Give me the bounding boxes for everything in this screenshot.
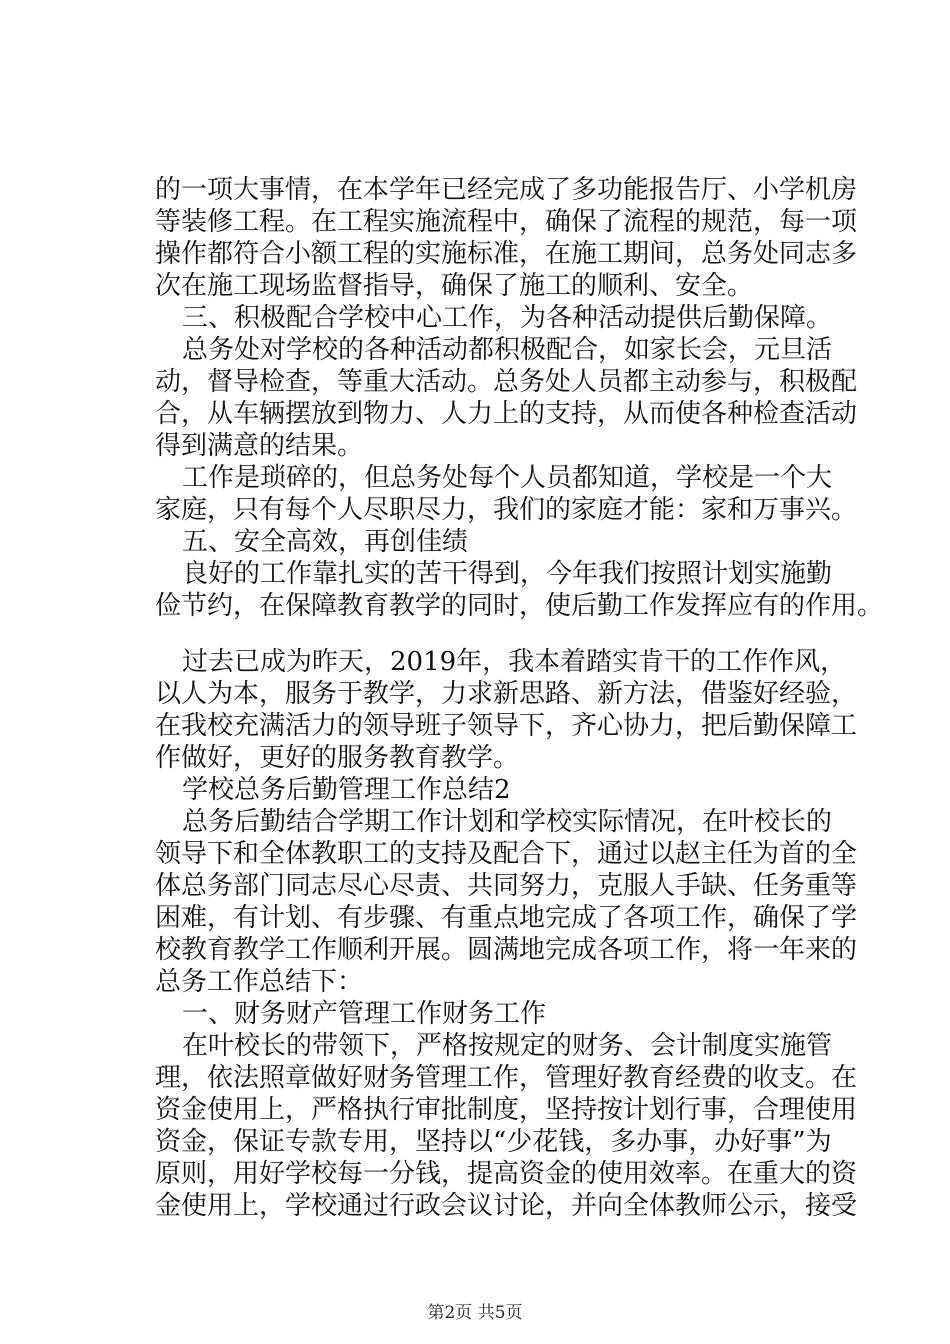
text-line: 次在施工现场监督指导，确保了施工的顺利、安全。: [155, 271, 754, 301]
text-line: 在我校充满活力的领导班子领导下，齐心协力，把后勤保障工: [155, 711, 858, 741]
section-heading: 一、财务财产管理工作财务工作: [182, 999, 547, 1029]
text-line: 工作是琐碎的，但总务处每个人员都知道，学校是一个大: [182, 463, 833, 493]
text-line: 资金使用上，严格执行审批制度，坚持按计划行事，合理使用: [155, 1095, 858, 1125]
text-line: 等装修工程。在工程实施流程中，确保了流程的规范，每一项: [155, 207, 858, 237]
text-line: 的一项大事情，在本学年已经完成了多功能报告厅、小学机房: [155, 175, 858, 205]
text-line: 得到满意的结果。: [155, 431, 364, 461]
text-line: 原则，用好学校每一分钱，提高资金的使用效率。在重大的资: [155, 1159, 858, 1189]
text-line: 良好的工作靠扎实的苦干得到，今年我们按照计划实施勤: [182, 559, 833, 589]
text-line: 金使用上，学校通过行政会议讨论，并向全体教师公示，接受: [155, 1191, 858, 1221]
text-line: 总务后勤结合学期工作计划和学校实际情况，在叶校长的: [182, 807, 833, 837]
text-line: 在叶校长的带领下，严格按规定的财务、会计制度实施管: [182, 1031, 833, 1061]
text-line: 总务处对学校的各种活动都积极配合，如家长会，元旦活: [182, 335, 833, 365]
text-line: 体总务部门同志尽心尽责、共同努力，克服人手缺、任务重等: [155, 871, 858, 901]
text-line: 困难，有计划、有步骤、有重点地完成了各项工作，确保了学: [155, 903, 858, 933]
text-line: 领导下和全体教职工的支持及配合下，通过以赵主任为首的全: [155, 839, 858, 869]
text-line: 俭节约，在保障教育教学的同时，使后勤工作发挥应有的作用。: [155, 591, 884, 621]
text-line: 合，从车辆摆放到物力、人力上的支持，从而使各种检查活动: [155, 399, 858, 429]
section-heading: 三、积极配合学校中心工作，为各种活动提供后勤保障。: [182, 303, 833, 333]
text-line: 动，督导检查，等重大活动。总务处人员都主动参与，积极配: [155, 367, 858, 397]
document-title: 学校总务后勤管理工作总结2: [182, 775, 511, 805]
text-line: 家庭，只有每个人尽职尽力，我们的家庭才能：家和万事兴。: [155, 495, 858, 525]
page-number-footer: 第2页 共5页: [427, 1303, 523, 1323]
section-heading: 五、安全高效，再创佳绩: [182, 527, 469, 557]
text-line: 以人为本，服务于教学，力求新思路、新方法，借鉴好经验，: [155, 679, 858, 709]
text-line: 理，依法照章做好财务管理工作，管理好教育经费的收支。在: [155, 1063, 858, 1093]
text-line: 资金，保证专款专用，坚持以“少花钱，多办事，办好事”为: [155, 1127, 832, 1157]
text-line: 总务工作总结下：: [155, 967, 364, 997]
text-line: 校教育教学工作顺利开展。圆满地完成各项工作，将一年来的: [155, 935, 858, 965]
text-line: 过去已成为昨天，2019年，我本着踏实肯干的工作作风，: [182, 647, 847, 677]
text-line: 操作都符合小额工程的实施标准，在施工期间，总务处同志多: [155, 239, 858, 269]
text-line: 作做好，更好的服务教育教学。: [155, 743, 520, 773]
